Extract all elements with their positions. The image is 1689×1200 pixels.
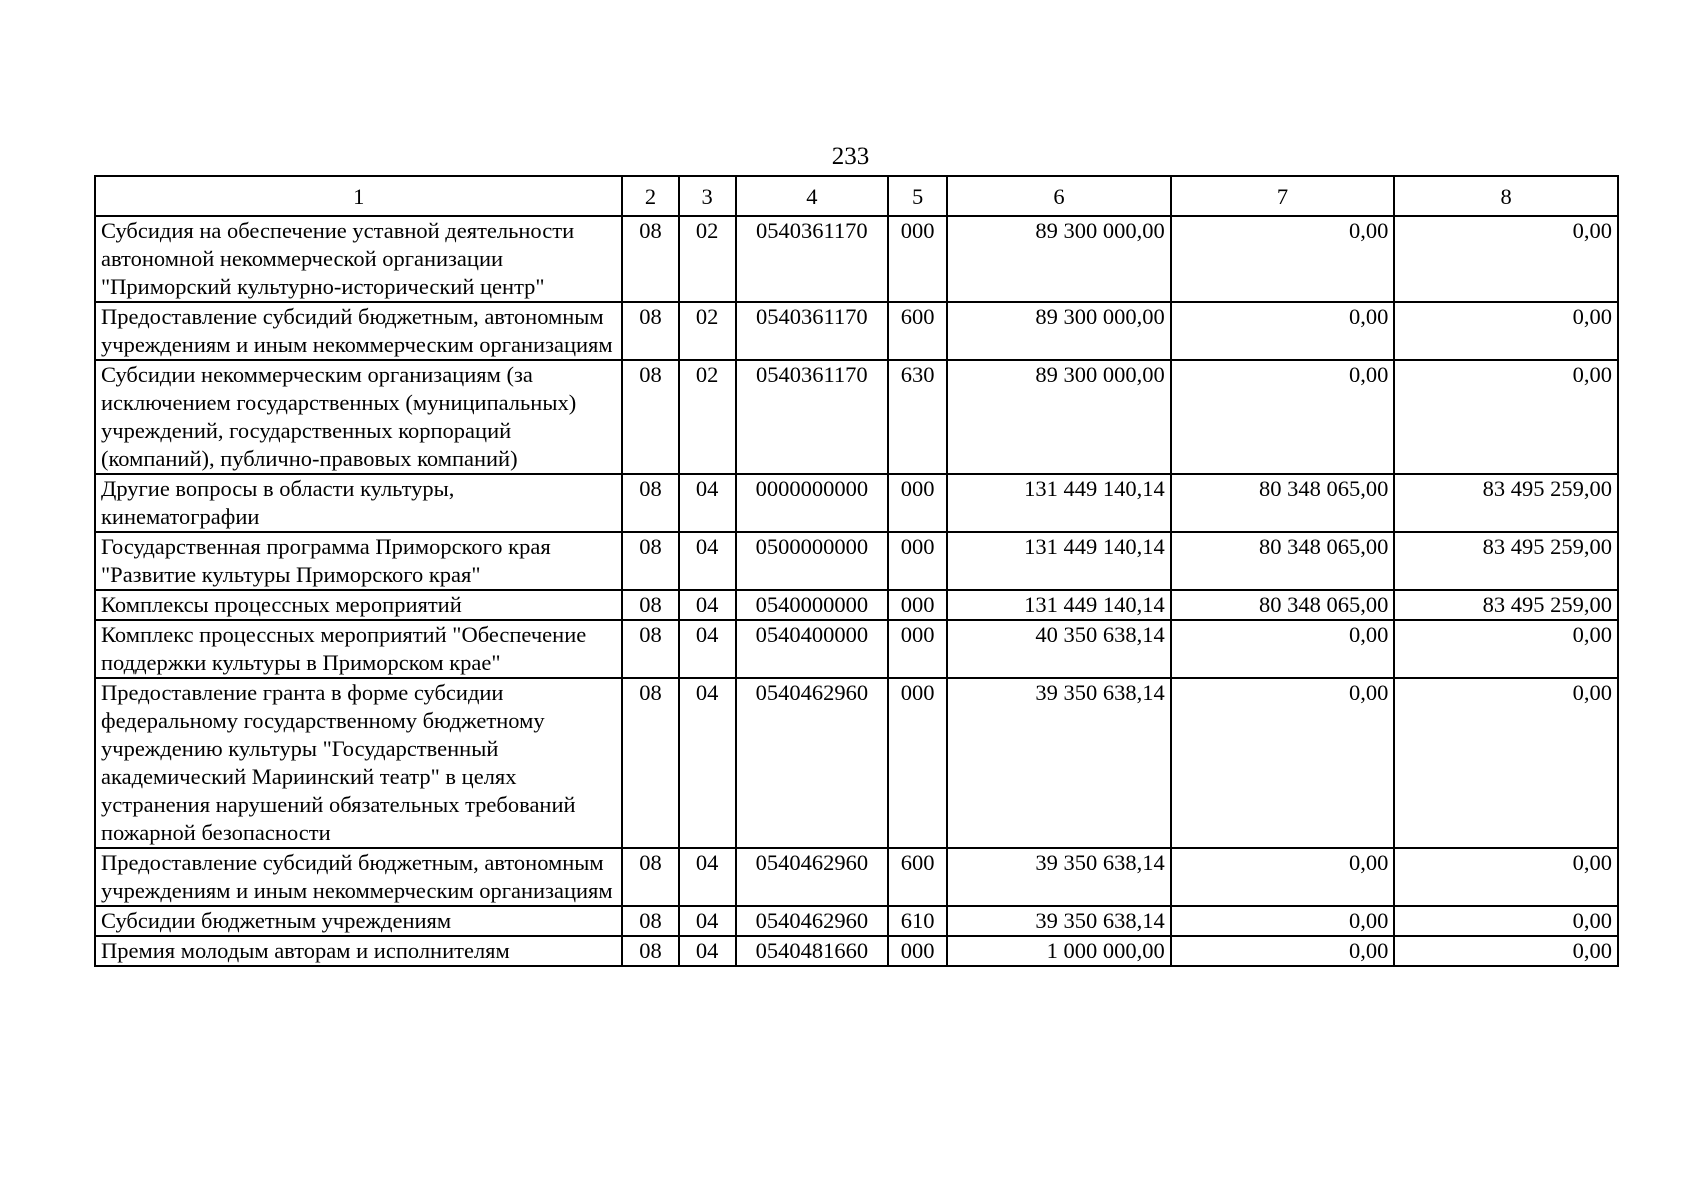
amount-year2-cell: 0,00 [1171, 848, 1395, 906]
item-name-cell: Комплекс процессных мероприятий "Обеспечение поддержки культуры в Приморском крае" [95, 620, 622, 678]
column-numbers-row [95, 176, 1618, 216]
column-header: 4 [736, 176, 888, 216]
section-code-cell: 08 [622, 216, 678, 302]
amount-year2-cell: 0,00 [1171, 216, 1395, 302]
table-row [95, 216, 1618, 302]
expense-type-cell: 000 [888, 936, 947, 966]
expense-type-cell: 600 [888, 302, 947, 360]
table-row [95, 620, 1618, 678]
amount-year1-cell: 131 449 140,14 [947, 590, 1171, 620]
table-row [95, 848, 1618, 906]
subsection-code-cell: 02 [679, 216, 736, 302]
subsection-code-cell: 04 [679, 474, 736, 532]
target-article-cell: 0540462960 [736, 678, 888, 848]
target-article-cell: 0540000000 [736, 590, 888, 620]
subsection-code-cell: 04 [679, 620, 736, 678]
page-number: 233 [831, 143, 870, 170]
item-name-cell: Другие вопросы в области культуры, кинематографии [95, 474, 622, 532]
subsection-code-cell: 02 [679, 360, 736, 474]
amount-year3-cell: 0,00 [1394, 906, 1618, 936]
item-name-cell: Государственная программа Приморского края "Развитие культуры Приморского края" [95, 532, 622, 590]
subsection-code-cell: 04 [679, 590, 736, 620]
column-header: 6 [947, 176, 1171, 216]
expense-type-cell: 000 [888, 474, 947, 532]
amount-year1-cell: 39 350 638,14 [947, 678, 1171, 848]
amount-year2-cell: 0,00 [1171, 620, 1395, 678]
amount-year2-cell: 0,00 [1171, 302, 1395, 360]
item-name-cell: Субсидии бюджетным учреждениям [95, 906, 622, 936]
column-header: 7 [1171, 176, 1395, 216]
item-name-cell: Премия молодым авторам и исполнителям [95, 936, 622, 966]
amount-year2-cell: 0,00 [1171, 678, 1395, 848]
amount-year3-cell: 83 495 259,00 [1394, 474, 1618, 532]
amount-year1-cell: 89 300 000,00 [947, 216, 1171, 302]
target-article-cell: 0540361170 [736, 360, 888, 474]
amount-year3-cell: 0,00 [1394, 678, 1618, 848]
table-row [95, 302, 1618, 360]
section-code-cell: 08 [622, 678, 678, 848]
amount-year1-cell: 40 350 638,14 [947, 620, 1171, 678]
amount-year2-cell: 80 348 065,00 [1171, 590, 1395, 620]
amount-year2-cell: 80 348 065,00 [1171, 532, 1395, 590]
target-article-cell: 0540361170 [736, 302, 888, 360]
section-code-cell: 08 [622, 848, 678, 906]
item-name-cell: Субсидии некоммерческим организациям (за исключением государственных (муниципальных) учреждений, государственных корпораций (компаний), публично-правовых компаний) [95, 360, 622, 474]
amount-year3-cell: 0,00 [1394, 620, 1618, 678]
target-article-cell: 0540462960 [736, 906, 888, 936]
subsection-code-cell: 04 [679, 848, 736, 906]
section-code-cell: 08 [622, 906, 678, 936]
expense-type-cell: 610 [888, 906, 947, 936]
amount-year3-cell: 83 495 259,00 [1394, 532, 1618, 590]
amount-year2-cell: 0,00 [1171, 936, 1395, 966]
target-article-cell: 0540361170 [736, 216, 888, 302]
table-row [95, 590, 1618, 620]
amount-year2-cell: 0,00 [1171, 360, 1395, 474]
column-header: 5 [888, 176, 947, 216]
amount-year1-cell: 39 350 638,14 [947, 906, 1171, 936]
expense-type-cell: 000 [888, 216, 947, 302]
table-row [95, 474, 1618, 532]
section-code-cell: 08 [622, 302, 678, 360]
target-article-cell: 0540400000 [736, 620, 888, 678]
expense-type-cell: 000 [888, 620, 947, 678]
amount-year1-cell: 131 449 140,14 [947, 474, 1171, 532]
section-code-cell: 08 [622, 620, 678, 678]
item-name-cell: Предоставление субсидий бюджетным, автономным учреждениям и иным некоммерческим организациям [95, 848, 622, 906]
amount-year3-cell: 0,00 [1394, 302, 1618, 360]
amount-year2-cell: 80 348 065,00 [1171, 474, 1395, 532]
amount-year3-cell: 0,00 [1394, 848, 1618, 906]
section-code-cell: 08 [622, 532, 678, 590]
column-header: 8 [1394, 176, 1618, 216]
table-row [95, 936, 1618, 966]
table-row [95, 532, 1618, 590]
section-code-cell: 08 [622, 590, 678, 620]
table-row [95, 678, 1618, 848]
subsection-code-cell: 04 [679, 936, 736, 966]
amount-year1-cell: 89 300 000,00 [947, 302, 1171, 360]
section-code-cell: 08 [622, 936, 678, 966]
expense-type-cell: 630 [888, 360, 947, 474]
item-name-cell: Предоставление субсидий бюджетным, автономным учреждениям и иным некоммерческим организациям [95, 302, 622, 360]
amount-year2-cell: 0,00 [1171, 906, 1395, 936]
amount-year1-cell: 1 000 000,00 [947, 936, 1171, 966]
section-code-cell: 08 [622, 474, 678, 532]
target-article-cell: 0540481660 [736, 936, 888, 966]
amount-year1-cell: 39 350 638,14 [947, 848, 1171, 906]
subsection-code-cell: 04 [679, 906, 736, 936]
amount-year3-cell: 0,00 [1394, 360, 1618, 474]
table-row [95, 360, 1618, 474]
expense-type-cell: 000 [888, 590, 947, 620]
column-header: 2 [622, 176, 678, 216]
amount-year3-cell: 0,00 [1394, 216, 1618, 302]
target-article-cell: 0540462960 [736, 848, 888, 906]
section-code-cell: 08 [622, 360, 678, 474]
subsection-code-cell: 04 [679, 532, 736, 590]
column-header: 3 [679, 176, 736, 216]
budget-table [94, 175, 1619, 967]
expense-type-cell: 000 [888, 532, 947, 590]
column-header: 1 [95, 176, 622, 216]
item-name-cell: Субсидия на обеспечение уставной деятельности автономной некоммерческой организации "Приморский культурно-исторический центр" [95, 216, 622, 302]
amount-year1-cell: 89 300 000,00 [947, 360, 1171, 474]
expense-type-cell: 600 [888, 848, 947, 906]
item-name-cell: Предоставление гранта в форме субсидии федеральному государственному бюджетному учреждению культуры "Государственный академический Мариинский театр" в целях устранения нарушений обязательных требований пожарной безопасности [95, 678, 622, 848]
target-article-cell: 0000000000 [736, 474, 888, 532]
subsection-code-cell: 04 [679, 678, 736, 848]
subsection-code-cell: 02 [679, 302, 736, 360]
expense-type-cell: 000 [888, 678, 947, 848]
table-row [95, 906, 1618, 936]
item-name-cell: Комплексы процессных мероприятий [95, 590, 622, 620]
amount-year3-cell: 83 495 259,00 [1394, 590, 1618, 620]
amount-year3-cell: 0,00 [1394, 936, 1618, 966]
target-article-cell: 0500000000 [736, 532, 888, 590]
amount-year1-cell: 131 449 140,14 [947, 532, 1171, 590]
